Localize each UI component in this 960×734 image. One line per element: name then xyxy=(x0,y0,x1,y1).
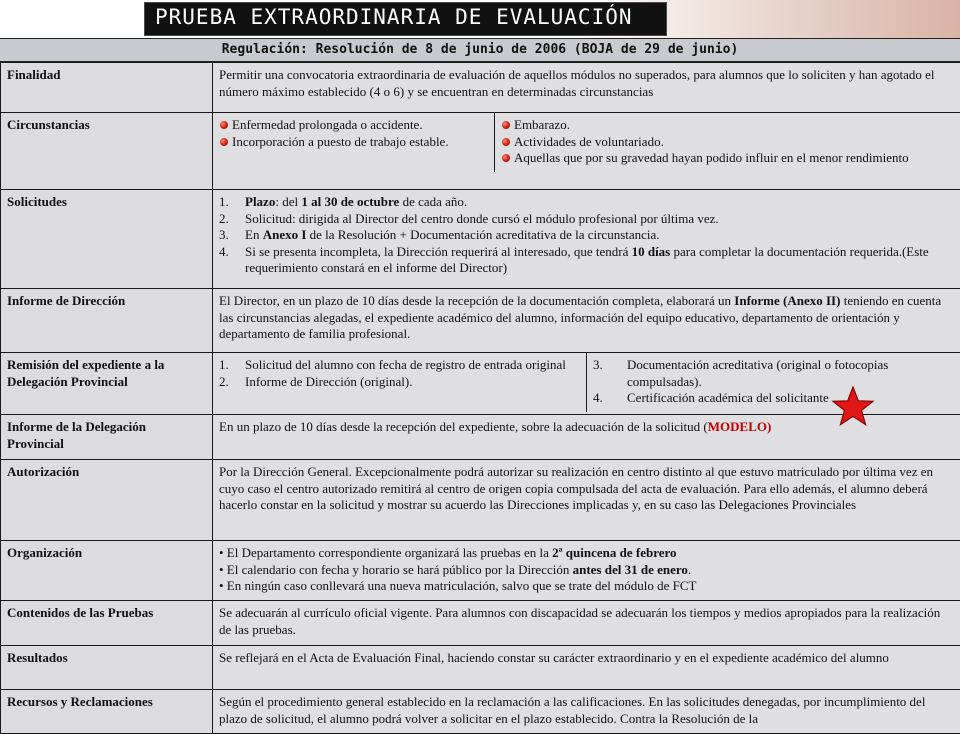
red-bullet-icon xyxy=(502,121,510,129)
content-solicitudes xyxy=(213,190,960,289)
page-title: PRUEBA EXTRAORDINARIA DE EVALUACIÓN xyxy=(155,5,633,29)
circunstancias-right xyxy=(495,113,960,172)
row-recursos xyxy=(1,690,960,734)
list-item: 1. Solicitud del alumno con fecha de registro de entrada original xyxy=(219,357,580,374)
content-recursos: Según el procedimiento general establecido en la reclamación a las calificaciones. En las solicitudes denegadas, por incumplimiento del plazo de solicitud, el alumno podrá volver a solicitar en el plazo establecido. Contra la Resolución de la xyxy=(213,690,960,734)
list-item: 3. Documentación acreditativa (original o fotocopias compulsadas). xyxy=(593,357,954,390)
red-bullet-icon xyxy=(220,138,228,146)
remision-right xyxy=(587,353,960,412)
red-bullet-icon xyxy=(502,138,510,146)
content-contenidos: Se adecuarán al currículo oficial vigente. Para alumnos con discapacidad se adecuarán los tiempos y medios apropiados para la realización de las pruebas. xyxy=(213,601,960,646)
modelo-link[interactable]: MODELO) xyxy=(708,419,772,434)
list-item: • En ningún caso conllevará una nueva matriculación, salvo que se trate del módulo de FCT xyxy=(219,578,954,595)
info-table xyxy=(0,62,960,734)
content-informe-delegacion: En un plazo de 10 días desde la recepción del expediente, sobre la adecuación de la solicitud (MODELO) xyxy=(213,415,960,460)
list-item: 2. Solicitud: dirigida al Director del centro donde cursó el módulo profesional por última vez. xyxy=(219,211,954,228)
row-informe-delegacion xyxy=(1,415,960,460)
list-item: Aquellas que por su gravedad hayan podido influir en el menor rendimiento xyxy=(501,150,954,167)
label-informe-delegacion: Informe de la Delegación Provincial xyxy=(1,415,213,460)
content-resultados: Se reflejará en el Acta de Evaluación Final, haciendo constar su carácter extraordinario y en el expediente académico del alumno xyxy=(213,646,960,690)
red-star-icon[interactable] xyxy=(831,385,875,429)
label-resultados: Resultados xyxy=(1,646,213,690)
label-organizacion: Organización xyxy=(1,541,213,601)
row-remision xyxy=(1,353,960,415)
content-autorizacion: Por la Dirección General. Excepcionalmente podrá autorizar su realización en centro distinto al que estuvo matriculado por última vez en cuyo caso el centro autorizado remitirá al centro de origen copia compulsada del acta de evaluación. Para ello además, el alumno deberá hacerlo constar en la solicitud y mostrar su acuerdo las Direcciones implicadas y, en su caso las Delegaciones Provinciales xyxy=(213,460,960,541)
circunstancias-left xyxy=(213,113,495,172)
label-remision: Remisión del expediente a la Delegación Provincial xyxy=(1,353,213,415)
row-resultados xyxy=(1,646,960,690)
red-bullet-icon xyxy=(502,154,510,162)
row-finalidad xyxy=(1,63,960,113)
row-contenidos xyxy=(1,601,960,646)
row-informe-direccion xyxy=(1,289,960,353)
content-organizacion xyxy=(213,541,960,601)
row-solicitudes xyxy=(1,190,960,289)
row-autorizacion xyxy=(1,460,960,541)
regulation-band: Regulación: Resolución de 8 de junio de 2006 (BOJA de 29 de junio) xyxy=(0,38,960,62)
content-finalidad: Permitir una convocatoria extraordinaria de evaluación de aquellos módulos no superados, para alumnos que lo soliciten y han agotado el número máximo establecido (4 o 6) y se encuentran en determinadas circunstancias xyxy=(213,63,960,113)
list-item: Actividades de voluntariado. xyxy=(501,134,954,151)
label-contenidos: Contenidos de las Pruebas xyxy=(1,601,213,646)
label-finalidad: Finalidad xyxy=(1,63,213,113)
row-organizacion xyxy=(1,541,960,601)
label-informe-direccion: Informe de Dirección xyxy=(1,289,213,353)
label-autorizacion: Autorización xyxy=(1,460,213,541)
list-item: 2. Informe de Dirección (original). xyxy=(219,374,580,391)
remision-left xyxy=(213,353,587,412)
list-item: Enfermedad prolongada o accidente. xyxy=(219,117,488,134)
label-circunstancias: Circunstancias xyxy=(1,113,213,190)
list-item: Embarazo. xyxy=(501,117,954,134)
content-circunstancias xyxy=(213,113,960,190)
label-solicitudes: Solicitudes xyxy=(1,190,213,289)
red-bullet-icon xyxy=(220,121,228,129)
list-item: • El calendario con fecha y horario se hará público por la Dirección antes del 31 de enero. xyxy=(219,562,954,579)
list-item: 1. Plazo: del 1 al 30 de octubre de cada año. xyxy=(219,194,954,211)
title-banner xyxy=(144,2,667,36)
row-circunstancias xyxy=(1,113,960,190)
content-informe-direccion: El Director, en un plazo de 10 días desde la recepción de la documentación completa, elaborará un Informe (Anexo II) teniendo en cuenta las circunstancias alegadas, el expediente académico del alumno, información del equipo educativo, departamento de orientación y departamento de familia profesional. xyxy=(213,289,960,353)
list-item: 3. En Anexo I de la Resolución + Documentación acreditativa de la circunstancia. xyxy=(219,227,954,244)
list-item: • El Departamento correspondiente organizará las pruebas en la 2ª quincena de febrero xyxy=(219,545,954,562)
list-item: 4. Si se presenta incompleta, la Dirección requerirá al interesado, que tendrá 10 días para completar la documentación requerida.(Este requerimiento constará en el informe del Director) xyxy=(219,244,954,277)
label-recursos: Recursos y Reclamaciones xyxy=(1,690,213,734)
list-item: Incorporación a puesto de trabajo estable. xyxy=(219,134,488,151)
list-item: 4. Certificación académica del solicitante xyxy=(593,390,954,407)
